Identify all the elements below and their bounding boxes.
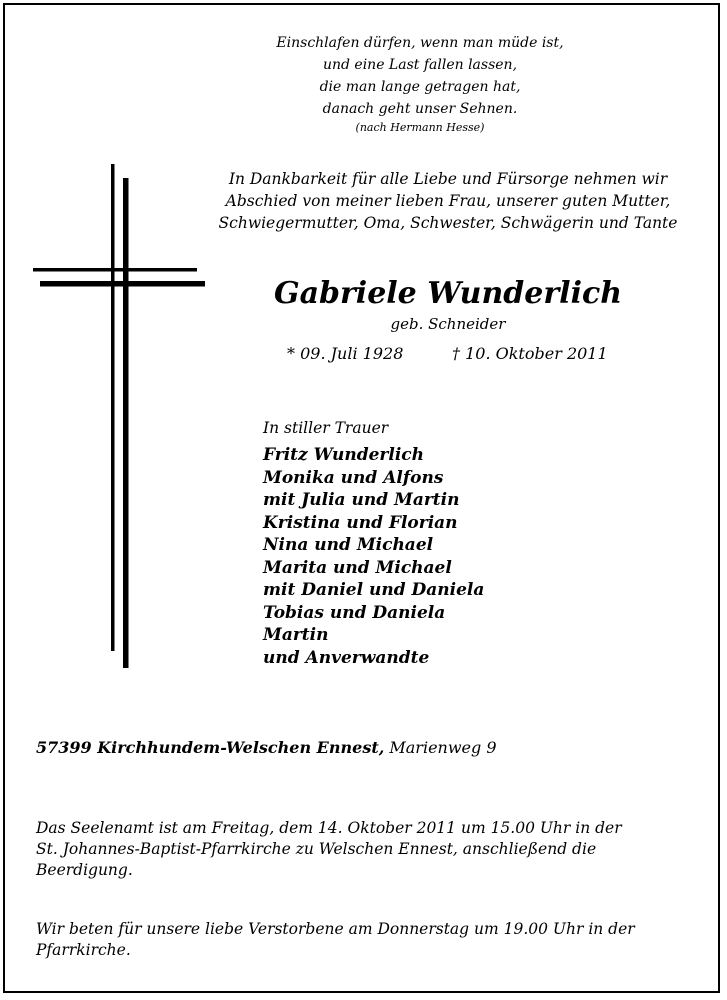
mourner-name: Marita und Michael — [263, 557, 452, 578]
cross-vertical-bar-left — [111, 164, 115, 651]
intro-line: Schwiegermutter, Oma, Schwester, Schwägerin und Tante — [218, 214, 678, 232]
death-date: † 10. Oktober 2011 — [452, 344, 608, 363]
notice-line: Das Seelenamt ist am Freitag, dem 14. Oktober 2011 um 15.00 Uhr in der — [36, 819, 622, 837]
notice-line: Pfarrkirche. — [36, 941, 131, 959]
poem — [220, 32, 620, 136]
mourner-name: Kristina und Florian — [263, 512, 458, 533]
cross-horizontal-bar-bottom — [40, 281, 205, 287]
mourner-name: und Anverwandte — [263, 647, 430, 668]
intro-line: Abschied von meiner lieben Frau, unserer guten Mutter, — [225, 192, 671, 210]
mourner-name: mit Daniel und Daniela — [263, 580, 485, 600]
notice-line: Beerdigung. — [36, 861, 133, 879]
notice-line: St. Johannes-Baptist-Pfarrkirche zu Welschen Ennest, anschließend die — [36, 840, 597, 858]
prayer-notice — [36, 919, 676, 961]
cross-horizontal-bar-top — [33, 268, 197, 272]
mourning-heading: In stiller Trauer — [263, 419, 389, 437]
address — [36, 737, 497, 759]
birth-date: * 09. Juli 1928 — [287, 344, 404, 363]
mourner-name: Martin — [263, 625, 329, 645]
address-place: 57399 Kirchhundem-Welschen Ennest, — [36, 738, 385, 757]
deceased-name: Gabriele Wunderlich — [273, 276, 623, 311]
cross-vertical-bar-right — [123, 178, 129, 668]
requiem-notice — [36, 818, 676, 881]
intro-line: In Dankbarkeit für alle Liebe und Fürsorge nehmen wir — [228, 170, 668, 188]
poem-line: danach geht unser Sehnen. — [322, 101, 518, 117]
mourner-name: Monika und Alfons — [263, 467, 444, 488]
notice-line: Wir beten für unsere liebe Verstorbene am Donnerstag um 19.00 Uhr in der — [36, 920, 635, 938]
poem-credit: (nach Hermann Hesse) — [355, 121, 485, 134]
mourner-name: mit Julia und Martin — [263, 490, 460, 510]
mourner-name: Tobias und Daniela — [263, 602, 446, 623]
poem-line: und eine Last fallen lassen, — [322, 57, 518, 73]
mourner-name: Fritz Wunderlich — [263, 445, 425, 465]
poem-line: Einschlafen dürfen, wenn man müde ist, — [276, 35, 564, 51]
poem-line: die man lange getragen hat, — [319, 79, 521, 95]
mourner-name: Nina und Michael — [263, 535, 434, 555]
birth-name: geb. Schneider — [390, 315, 506, 333]
intro-text — [196, 168, 700, 234]
address-street: Marienweg 9 — [389, 738, 497, 757]
mourners-list — [263, 444, 484, 669]
